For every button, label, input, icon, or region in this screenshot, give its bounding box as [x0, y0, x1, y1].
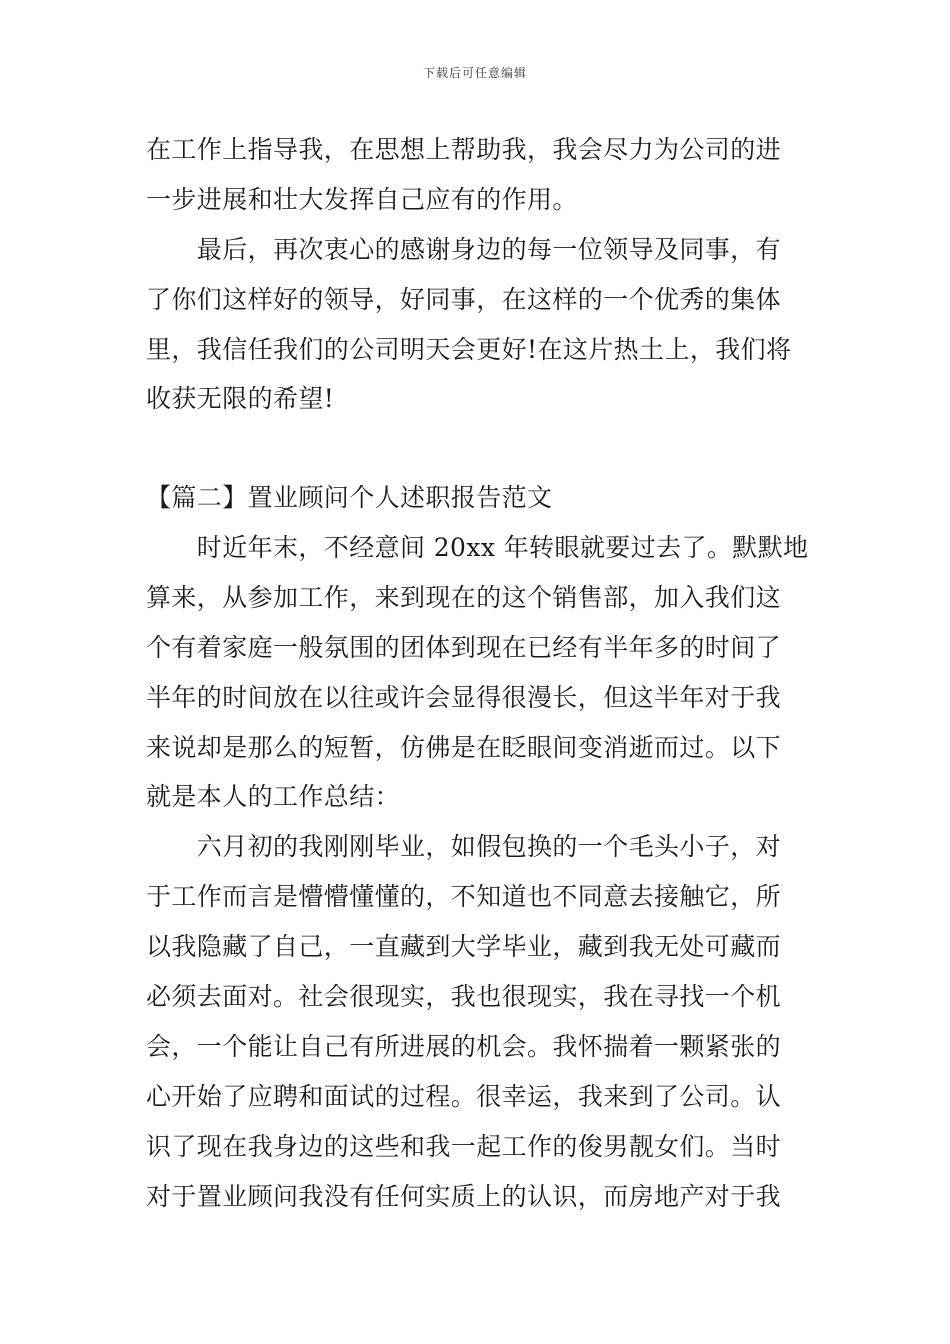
text-line: 会，一个能让自己有所进展的机会。我怀揣着一颗紧张的: [146, 1032, 782, 1061]
section-heading: 【篇二】置业顾问个人述职报告范文: [146, 483, 553, 512]
page-header: 下载后可任意编辑: [422, 66, 527, 80]
text-line: 六月初的我刚刚毕业，如假包换的一个毛头小子，对: [146, 832, 782, 861]
text-line: 必须去面对。社会很现实，我也很现实，我在寻找一个机: [146, 982, 782, 1011]
text-line: 了你们这样好的领导，好同事，在这样的一个优秀的集体: [146, 285, 782, 314]
text-line: 心开始了应聘和面试的过程。很幸运，我来到了公司。认: [146, 1082, 782, 1111]
text-line: 最后，再次衷心的感谢身边的每一位领导及同事，有: [146, 235, 782, 264]
text-line: 个有着家庭一般氛围的团体到现在已经有半年多的时间了: [146, 633, 782, 662]
text-line: 在工作上指导我，在思想上帮助我，我会尽力为公司的进: [146, 135, 782, 164]
text-line: 就是本人的工作总结：: [146, 782, 401, 811]
text-line: 里，我信任我们的公司明天会更好!在这片热土上，我们将: [146, 335, 792, 364]
text-line: 识了现在我身边的这些和我一起工作的俊男靓女们。当时: [146, 1132, 782, 1161]
text-line: 以我隐藏了自己，一直藏到大学毕业，藏到我无处可藏而: [146, 932, 782, 961]
text-line: 半年的时间放在以往或许会显得很漫长，但这半年对于我: [146, 683, 782, 712]
text-line: 算来，从参加工作，来到现在的这个销售部，加入我们这: [146, 583, 782, 612]
text-line: 时近年末，不经意间 20xx 年转眼就要过去了。默默地: [146, 533, 809, 562]
text-line: 来说却是那么的短暂，仿佛是在眨眼间变消逝而过。以下: [146, 733, 782, 762]
text-line: 于工作而言是懵懵懂懂的，不知道也不同意去接触它，所: [146, 882, 782, 911]
text-line: 对于置业顾问我没有任何实质上的认识，而房地产对于我: [146, 1182, 782, 1211]
text-line: 收获无限的希望!: [146, 384, 335, 413]
text-line: 一步进展和壮大发挥自己应有的作用。: [146, 185, 578, 214]
